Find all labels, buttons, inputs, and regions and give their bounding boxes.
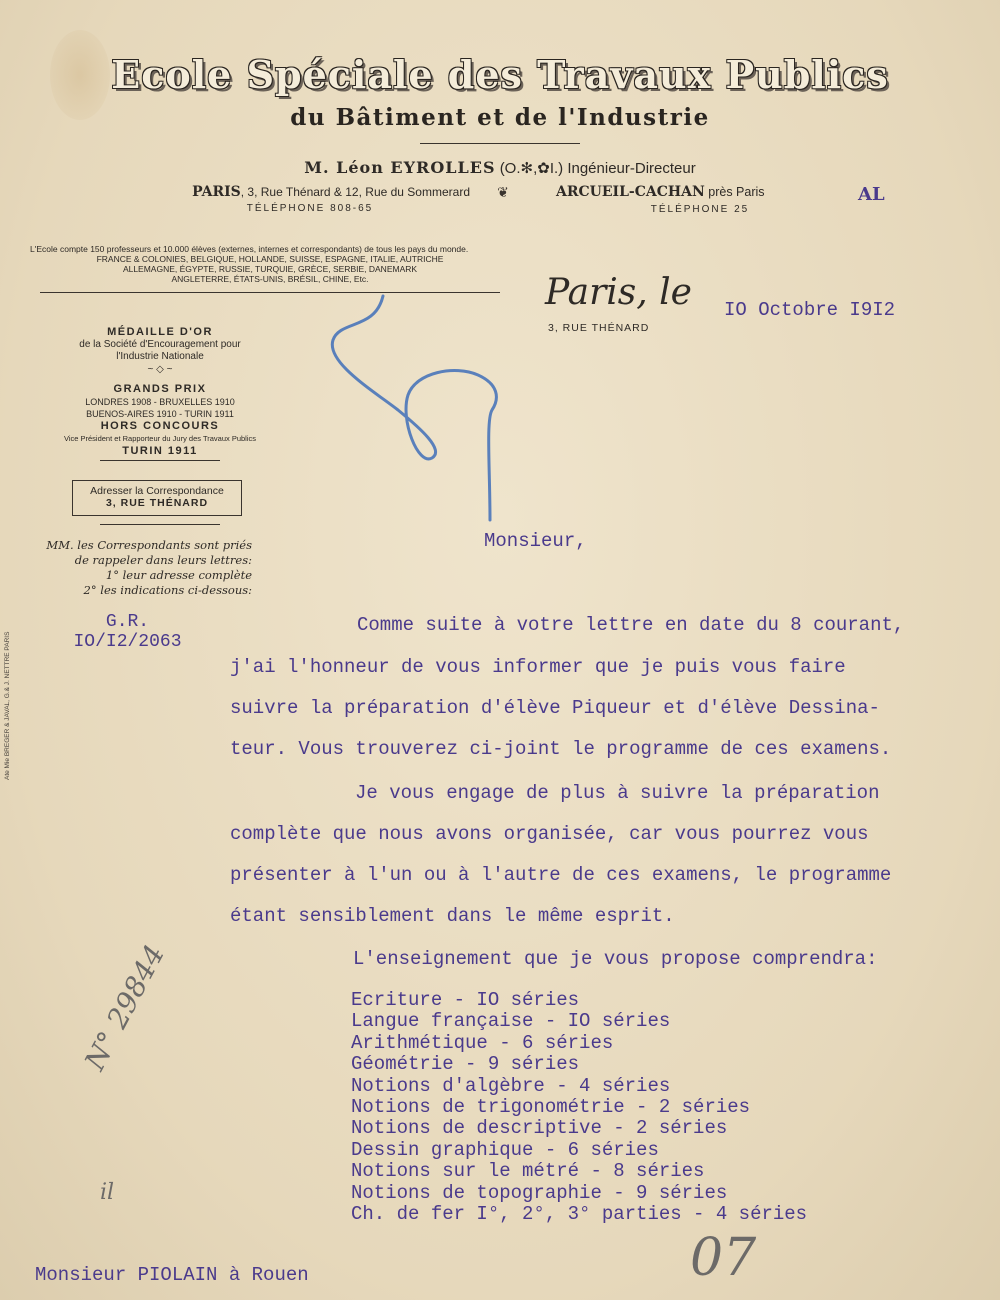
pencil-small: il <box>100 1180 115 1205</box>
reference-al: AL <box>858 184 885 205</box>
school-subtitle: du Bâtiment et de l'Industrie <box>290 104 710 131</box>
arcueil-suffix: près Paris <box>708 185 765 199</box>
corr-label: Adresser la Correspondance <box>90 485 224 497</box>
course-item: Notions de topographie - 9 séries <box>351 1181 728 1204</box>
grands-prix-line-2: BUENOS-AIRES 1910 - TURIN 1911 <box>86 409 234 419</box>
paris-street: , 3, Rue Thénard & 12, Rue du Sommerard <box>240 185 470 199</box>
place-address: 3, RUE THÉNARD <box>548 322 650 334</box>
director-role: Ingénieur-Directeur <box>567 160 696 177</box>
course-item: Notions de descriptive - 2 séries <box>351 1117 728 1140</box>
paris-phone: TÉLÉPHONE 808-65 <box>246 203 374 214</box>
intro-line: L'Ecole compte 150 professeurs et 10.000 élèves (externes, internes et correspondants) de tous les pays du monde. <box>30 244 469 254</box>
letter-date: IO Octobre I9I2 <box>724 299 896 321</box>
body-line-3: suivre la préparation d'élève Piqueur et d'élève Dessina- <box>230 697 880 719</box>
course-item: Ch. de fer I°, 2°, 3° parties - 4 séries <box>351 1203 808 1226</box>
salutation: Monsieur, <box>484 530 587 552</box>
grands-prix-title: GRANDS PRIX <box>113 383 207 395</box>
course-item: Arithmétique - 6 séries <box>351 1031 614 1054</box>
pencil-number: N° 29844 <box>78 939 172 1076</box>
note-line-3: 1° leur adresse complète <box>105 568 252 582</box>
body-line-6: complète que nous avons organisée, car vous pourrez vous <box>230 823 869 845</box>
body-line-9: L'enseignement que je vous propose comprendra: <box>353 948 878 970</box>
hors-concours-line: Vice Président et Rapporteur du Jury des Travaux Publics <box>63 434 257 443</box>
note-line-4: 2° les indications ci-dessous: <box>83 583 252 597</box>
medal-ornament-icon: ~ ◇ ~ <box>147 364 173 375</box>
corr-address: 3, RUE THÉNARD <box>105 497 209 509</box>
place-script: Paris, le <box>545 272 692 313</box>
note-line-2: de rappeler dans leurs lettres: <box>74 553 252 567</box>
printer-credit: Ate Mie BREGER & JAVAL, G.& J. NETTRE PARIS <box>4 631 11 780</box>
countries-line-2: ALLEMAGNE, ÉGYPTE, RUSSIE, TURQUIE, GRÈCE, SERBIE, DANEMARK <box>122 264 418 274</box>
course-item: Ecriture - IO séries <box>351 989 580 1011</box>
addressee: Monsieur PIOLAIN à Rouen <box>35 1264 309 1286</box>
paris-city: PARIS <box>192 184 241 200</box>
hors-concours-title: HORS CONCOURS <box>100 420 220 432</box>
medal-title: MÉDAILLE D'OR <box>107 326 213 338</box>
arcueil-city: ARCUEIL-CACHAN <box>556 184 705 200</box>
course-item: Notions de trigonométrie - 2 séries <box>351 1096 751 1119</box>
reference-gr: G.R. <box>105 612 150 632</box>
course-item: Dessin graphique - 6 séries <box>351 1138 659 1161</box>
course-item: Langue française - IO séries <box>351 1010 671 1033</box>
body-line-8: étant sensiblement dans le même esprit. <box>230 905 675 927</box>
body-line-7: présenter à l'un ou à l'autre de ces examens, le programme <box>230 864 892 886</box>
arcueil-phone: TÉLÉPHONE 25 <box>650 204 750 215</box>
course-item: Géométrie - 9 séries <box>351 1053 580 1076</box>
reference-number: IO/I2/2063 <box>73 632 182 652</box>
medal-line-1: de la Société d'Encouragement pour <box>79 339 241 350</box>
medal-line-2: l'Industrie Nationale <box>116 351 204 362</box>
note-line-1: MM. les Correspondants sont priés <box>46 538 252 552</box>
body-line-5: Je vous engage de plus à suivre la préparation <box>355 782 880 804</box>
course-item: Notions d'algèbre - 4 séries <box>351 1074 671 1097</box>
pencil-bottom: 07 <box>690 1228 757 1288</box>
course-item: Notions sur le métré - 8 séries <box>351 1160 705 1183</box>
body-line-2: j'ai l'honneur de vous informer que je puis vous faire <box>230 656 846 678</box>
body-line-1: Comme suite à votre lettre en date du 8 courant, <box>357 614 905 636</box>
grands-prix-line-1: LONDRES 1908 - BRUXELLES 1910 <box>85 397 235 407</box>
turin-line: TURIN 1911 <box>122 445 198 457</box>
school-title: Ecole Spéciale des Travaux Publics <box>111 52 889 97</box>
countries-line-1: FRANCE & COLONIES, BELGIQUE, HOLLANDE, SUISSE, ESPAGNE, ITALIE, AUTRICHE <box>96 254 444 264</box>
ornament-icon: ❦ <box>497 184 509 200</box>
countries-line-3: ANGLETERRE, ÉTATS-UNIS, BRÉSIL, CHINE, Etc. <box>171 274 369 284</box>
director-honors: (O.✻,✿I.) <box>499 160 564 177</box>
body-line-4: teur. Vous trouverez ci-joint le programme de ces examens. <box>230 738 892 760</box>
director-name: M. Léon EYROLLES <box>304 158 496 177</box>
